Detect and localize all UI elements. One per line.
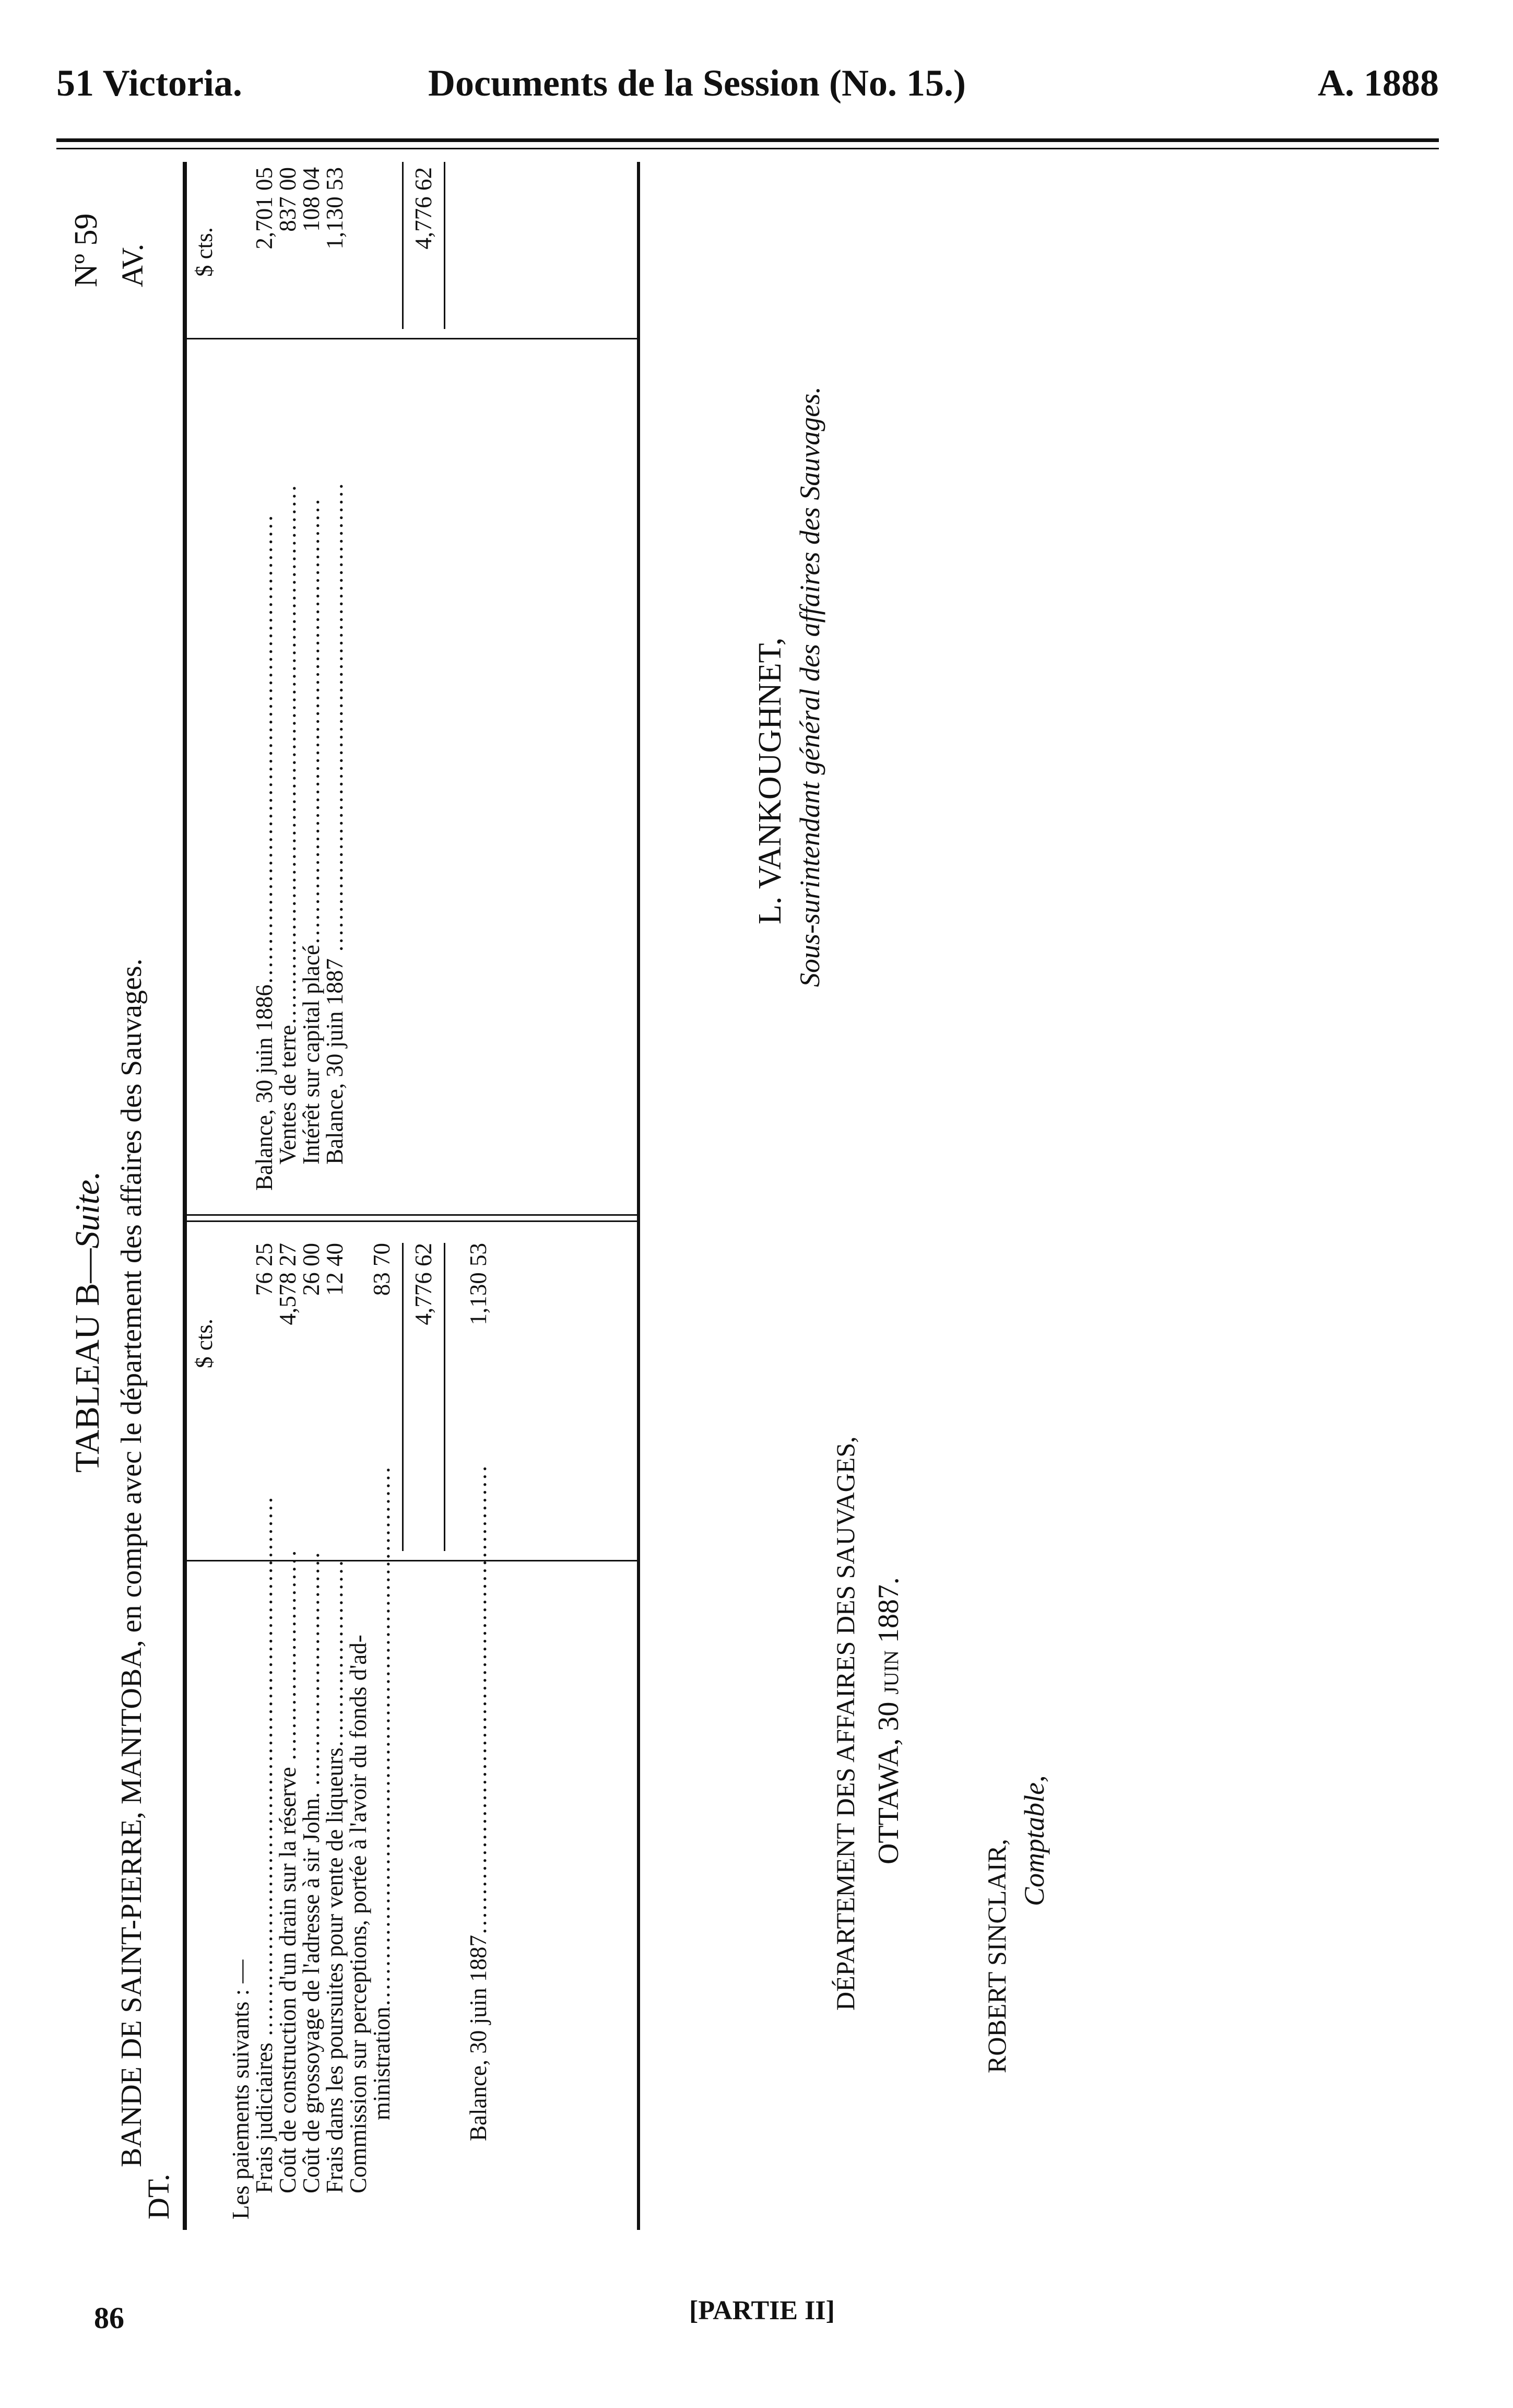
credit-item-amount: 2,701 05 bbox=[251, 167, 277, 250]
header-rule-thin bbox=[56, 148, 1439, 149]
table-bottom-rule bbox=[637, 162, 640, 2230]
debit-intro: Les paiements suivants : — bbox=[228, 1959, 254, 2219]
page-number: 86 bbox=[94, 2301, 124, 2335]
part-label: [PARTIE II] bbox=[689, 2296, 835, 2325]
debit-item-label: Commission sur perceptions, portée à l'avoir du fonds d'ad- bbox=[345, 1635, 371, 2193]
credit-total-rule bbox=[444, 162, 445, 329]
credit-subtotal-rule bbox=[402, 162, 404, 329]
rotated-account-table bbox=[68, 162, 1050, 2230]
document-number: Nº 59 bbox=[68, 213, 104, 287]
table-title-prefix: TABLEAU B— bbox=[68, 1248, 107, 1473]
debit-item-label: Frais dans les poursuites pour vente de liqueurs…………………… bbox=[322, 1559, 348, 2193]
debit-item-amount: 26 00 bbox=[298, 1243, 324, 1296]
debit-item-label: Coût de grossoyage de l'adresse à sir John. ………………………… bbox=[298, 1551, 324, 2193]
credit-item-label: Intérêt sur capital placé………………………………………………… bbox=[298, 498, 324, 1165]
signer-name: L. VANKOUGHNET, bbox=[752, 637, 788, 924]
credit-item-label: Ventes de terre…………………………………………………………… bbox=[275, 484, 301, 1165]
debit-balance-amount: 1,130 53 bbox=[465, 1243, 491, 1325]
accountant-title: Comptable, bbox=[1019, 1775, 1050, 1906]
credit-item-amount: 837 00 bbox=[275, 167, 301, 232]
debit-total-rule bbox=[444, 1243, 445, 1551]
debit-item-label: Frais judiciaires …………………………………………………………… bbox=[251, 1496, 277, 2193]
credit-currency-header: $ cts. bbox=[191, 227, 217, 277]
header-session-year: 51 Victoria. bbox=[56, 62, 242, 104]
credit-item-label: Balance, 30 juin 1887 …………………………………………………… bbox=[322, 482, 348, 1165]
debit-item-label: Coût de construction d'un drain sur la réserve ……………………… bbox=[275, 1549, 301, 2193]
table-title bbox=[68, 1171, 108, 1473]
credit-item-amount: 108 04 bbox=[298, 167, 324, 232]
credit-item-amount: 1,130 53 bbox=[322, 167, 348, 250]
credit-label: AV. bbox=[115, 243, 149, 287]
debit-subtotal-rule bbox=[402, 1243, 404, 1551]
table-subtitle: BANDE DE SAINT-PIERRE, MANITOBA, en compte avec le département des affaires des Sauvages. bbox=[115, 958, 148, 2167]
department-date: OTTAWA, 30 juin 1887. bbox=[872, 1577, 905, 1864]
debit-item-label: ministration…………………………………………………………… bbox=[369, 1466, 395, 2120]
debit-item-amount: 83 70 bbox=[369, 1243, 395, 1296]
table-top-rule bbox=[183, 162, 187, 2230]
table-title-suffix: Suite. bbox=[68, 1171, 107, 1249]
credit-total: 4,776 62 bbox=[410, 167, 436, 250]
debit-item-amount: 76 25 bbox=[251, 1243, 277, 1296]
department-line: DÉPARTEMENT DES AFFAIRES DES SAUVAGES, bbox=[831, 1436, 860, 2011]
credit-item-label: Balance, 30 juin 1886…………………………………………………… bbox=[251, 514, 277, 1191]
debit-currency-header: $ cts. bbox=[191, 1319, 217, 1368]
debit-label: DT. bbox=[141, 2174, 175, 2219]
header-year-code: A. 1888 bbox=[1318, 62, 1439, 104]
debit-item-amount: 12 40 bbox=[322, 1243, 348, 1296]
center-divider-a bbox=[185, 1220, 637, 1222]
header-rule-thick bbox=[56, 138, 1439, 142]
header-document-title: Documents de la Session (No. 15.) bbox=[428, 62, 966, 104]
accountant-name: ROBERT SINCLAIR, bbox=[982, 1839, 1011, 2073]
debit-balance-label: Balance, 30 juin 1887…………………………………………………… bbox=[465, 1465, 491, 2141]
debit-item-amount: 4,578 27 bbox=[275, 1243, 301, 1325]
debit-total: 4,776 62 bbox=[410, 1243, 436, 1325]
signer-title: Sous-surintendant général des affaires des Sauvages. bbox=[794, 386, 825, 987]
center-divider-b bbox=[185, 1214, 637, 1216]
